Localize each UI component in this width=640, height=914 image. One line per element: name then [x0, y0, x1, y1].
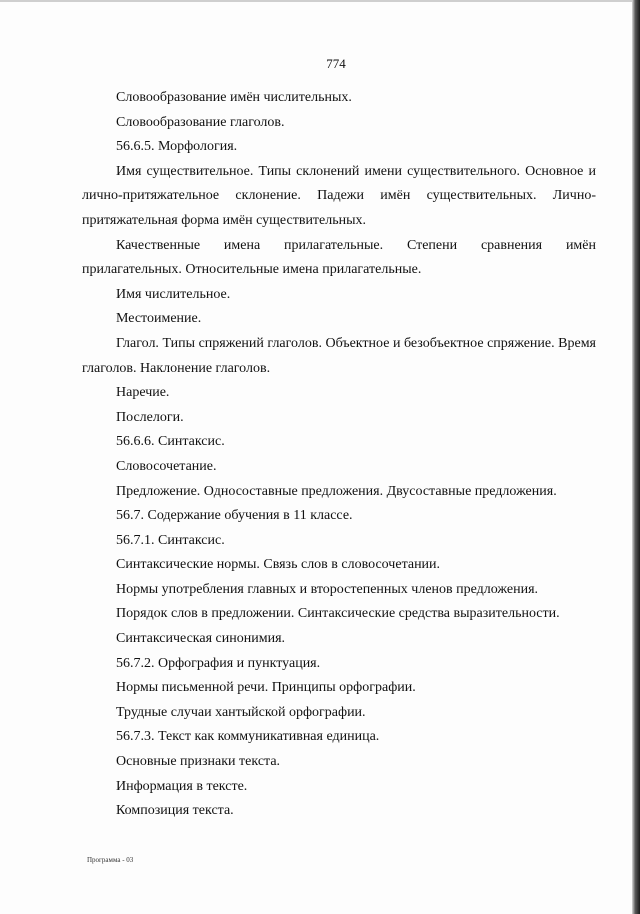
text-line: Словообразование имён числительных. [116, 90, 352, 105]
text-line: Нормы письменной речи. Принципы орфографии. [116, 680, 416, 696]
scan-edge-top [0, 0, 640, 2]
page-number: 774 [326, 56, 346, 71]
text-line: Композиция текста. [116, 803, 234, 819]
text-line: Нормы употребления главных и второстепенных членов предложения. [116, 581, 539, 597]
body-text [82, 86, 596, 824]
paragraph-verbs: Глагол. Типы спряжений глаголов. Объектное и безобъектное спряжение. Время глаголов. Наклонение глаголов. [82, 335, 596, 376]
section-heading: 56.7.1. Синтаксис. [116, 532, 225, 548]
text-line: Синтаксические нормы. Связь слов в словосочетании. [116, 557, 441, 573]
text-line: Порядок слов в предложении. Синтаксические средства выразительности. [116, 606, 560, 622]
text-line: Послелоги. [116, 409, 184, 425]
text-line: Трудные случаи хантыйской орфографии. [116, 704, 366, 720]
section-heading: 56.7. Содержание обучения в 11 классе. [116, 508, 353, 524]
paragraph-adjectives: Качественные имена прилагательные. Степени сравнения имён прилагательных. Относительные имена прилагательные. [82, 237, 596, 278]
section-heading: 56.7.2. Орфография и пунктуация. [116, 655, 321, 671]
text-line: Основные признаки текста. [116, 754, 281, 770]
footer-label: Программа - 03 [87, 856, 134, 864]
section-heading: 56.7.3. Текст как коммуникативная единица. [116, 729, 380, 745]
text-line: Информация в тексте. [116, 778, 248, 794]
text-line: Синтаксическая синонимия. [116, 631, 286, 647]
paragraph-nouns: Имя существительное. Типы склонений имени существительного. Основное и лично-притяжательное склонение. Падежи имён существительных. Лично-притяжательная форма имён существительных. [82, 163, 596, 228]
text-line: Наречие. [116, 385, 170, 401]
text-line: Словообразование глаголов. [116, 114, 285, 130]
section-heading: 56.6.6. Синтаксис. [116, 434, 225, 450]
text-line: Местоимение. [116, 311, 202, 327]
section-heading: 56.6.5. Морфология. [116, 139, 238, 155]
text-line: Словосочетание. [116, 458, 217, 474]
text-line: Имя числительное. [116, 286, 231, 302]
text-line: Предложение. Односоставные предложения. Двусоставные предложения. [116, 483, 557, 499]
scan-edge-right [632, 0, 640, 914]
